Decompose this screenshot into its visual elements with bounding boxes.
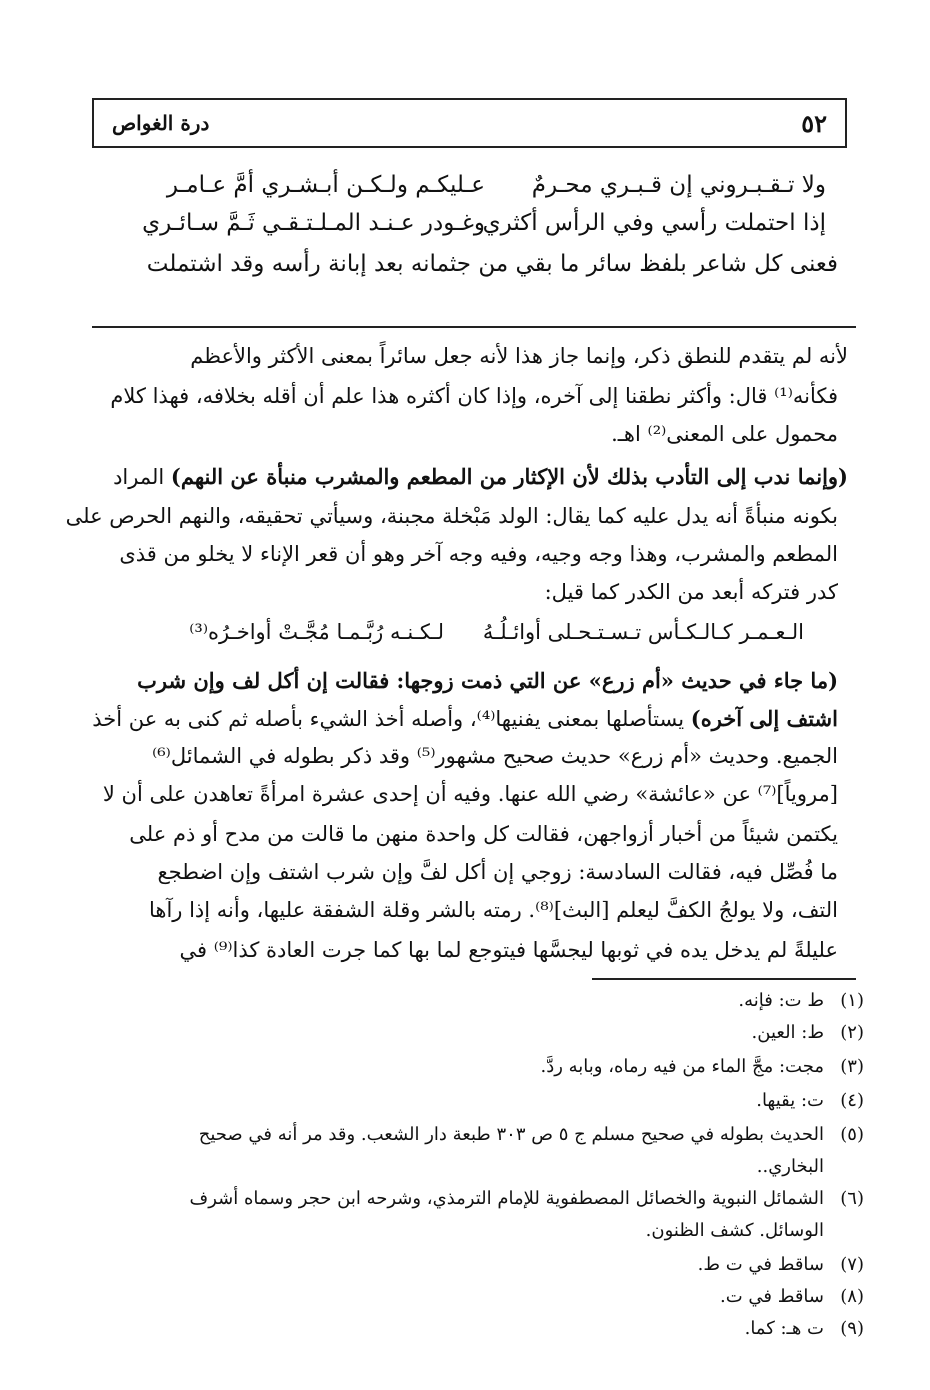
body-line-3: محمول على المعنى⁽²⁾ اهـ.	[611, 422, 838, 446]
poem1-line2-left: وغـودر عـنـد المـلـتـقـي ثَـمَّ سـائـري	[142, 210, 485, 236]
poem2-left: لـكـنـه رُبَّـمـا مُجَّـتْ أواخـرُه⁽³⁾	[189, 620, 444, 644]
section3-line-7: التف، ولا يولجُ الكفَّ ليعلم [البث]⁽⁸⁾. رمته بالشر وقلة الشفقة عليها، وأنه إذا رآها	[148, 898, 838, 922]
footnote-text: مجت: مجَّ الماء من فيه رماه، وبابه ردَّ.	[540, 1056, 824, 1077]
footnote-number: (٦)	[840, 1188, 864, 1209]
footnote-text: ساقط في ت ط.	[697, 1254, 824, 1275]
footnote-8	[720, 1286, 864, 1307]
footnote-number: (١)	[840, 990, 864, 1011]
footnote-number: (٨)	[840, 1286, 864, 1307]
footnote-text: ط ت: فإنه.	[738, 990, 824, 1011]
poem2-right: الـعـمـر كـالـكـأس تـسـتـحـلى أوائـلُـهُ	[482, 620, 804, 644]
section3-line-3: الجميع. وحديث «أم زرع» حديث صحيح مشهور⁽⁵⁾ وقد ذكر بطوله في الشمائل⁽⁶⁾	[152, 744, 838, 768]
section3-bold-line-1	[137, 664, 838, 698]
footnote-1	[738, 990, 864, 1011]
footnote-divider	[592, 978, 856, 980]
page-number: ٥٢	[801, 108, 827, 138]
section3-line-5: يكتمن شيئاً من أخبار أزواجهن، فقالت كل واحدة منهن ما قالت من مدح أو ذم على	[129, 822, 838, 846]
footnote-5	[199, 1124, 864, 1145]
section3-bold-1: (ما جاء في حديث «أم زرع» عن التي ذمت زوجها: فقالت إن أكل لف وإن شرب	[137, 668, 838, 693]
poem1-line1-right: ولا تـقـبـروني إن قـبـري محـرمٌ	[531, 172, 826, 198]
section2-bold: (وإنما ندب إلى التأدب بذلك لأن الإكثار من المطعم والمشرب منبأة عن النهم)	[170, 464, 848, 489]
section3-line2-tail: يستأصلها بمعنى يفنيها⁽⁴⁾، وأصله أخذ الشيء بأصله ثم كنى به عن أخذ	[92, 707, 691, 731]
footnote-3	[540, 1056, 864, 1077]
footnote-text: الحديث بطوله في صحيح مسلم ج ٥ ص ٣٠٣ طبعة دار الشعب. وقد مر أنه في صحيح	[198, 1124, 824, 1145]
body-line-1: لأنه لم يتقدم للنطق ذكر، وإنما جاز هذا لأنه جعل سائراً بمعنى الأكثر والأعظم	[190, 344, 848, 368]
footnote-text: الشمائل النبوية والخصائل المصطفوية للإمام الترمذي، وشرحه ابن حجر وسماه أشرف	[189, 1188, 824, 1209]
footnote-4	[756, 1090, 864, 1111]
footnote-6-cont: الوسائل. كشف الظنون.	[645, 1220, 824, 1241]
section3-line-6: ما فُصِّل فيه، فقالت السادسة: زوجي إن أكل لفَّ وإن شرب اشتف وإن اضطجع	[157, 860, 838, 884]
body-line-2: فكأنه⁽¹⁾ قال: وأكثر نطقنا إلى آخره، وإذا كان أكثره هذا علم أن أقله بخلافه، فهذا كلام	[110, 384, 838, 408]
footnote-5-cont: البخاري..	[756, 1156, 824, 1177]
footnote-text: ط: العين.	[751, 1022, 824, 1043]
section3-line-8: عليلةً لم يدخل يده في ثوبها ليجسَّها فيتوجع لما بها كما جرت العادة كذا⁽⁹⁾ في	[179, 938, 838, 962]
footnote-number: (٩)	[840, 1318, 864, 1339]
footnote-number: (٥)	[840, 1124, 864, 1145]
section-divider	[92, 326, 856, 328]
section2-line-1: بكونه منبأةً أنه يدل عليه كما يقال: الولد مَبْخلة مجبنة، وسيأتي تحقيقه، والنهم الحرص على	[65, 504, 838, 528]
footnote-number: (٣)	[840, 1056, 864, 1077]
footnote-number: (٧)	[840, 1254, 864, 1275]
section2-heading-line	[113, 460, 848, 494]
section2-line-2: المطعم والمشرب، وهذا وجه وجيه، وفيه وجه آخر وهو أن قعر الإناء لا يخلو من قذى	[119, 542, 838, 566]
footnote-number: (٤)	[840, 1090, 864, 1111]
footnote-9	[745, 1318, 864, 1339]
book-title: درة الغواص	[112, 111, 210, 135]
footnote-text: ساقط في ت.	[720, 1286, 824, 1307]
poem1-line2-right: إذا احتملت رأسي وفي الرأس أكثري	[482, 210, 826, 236]
poem1-line1-left: عـليكـم ولـكـن أبـشـري أمَّ عـامـر	[166, 172, 485, 198]
footnote-7	[698, 1254, 864, 1275]
section3-line-4: [مروياً]⁽⁷⁾ عن «عائشة» رضي الله عنها. وفيه أن إحدى عشرة امرأةً تعاهدن على أن لا	[102, 782, 838, 806]
paragraph-top: فعنى كل شاعر بلفظ سائر ما بقي من جثمانه بعد إبانة رأسه وقد اشتملت	[146, 251, 838, 277]
footnote-text: ت: يقيها.	[756, 1090, 824, 1111]
footnote-2	[752, 1022, 864, 1043]
section2-line-3: كدر فتركه أبعد من الكدر كما قيل:	[544, 580, 838, 604]
running-header	[92, 98, 847, 148]
section2-tail: المراد	[113, 465, 171, 489]
section3-line-2	[92, 702, 838, 736]
section3-bold-2: اشتف إلى آخره)	[690, 706, 838, 731]
footnote-6	[190, 1188, 864, 1209]
footnote-text: ت هـ: كما.	[744, 1318, 824, 1339]
footnote-number: (٢)	[840, 1022, 864, 1043]
